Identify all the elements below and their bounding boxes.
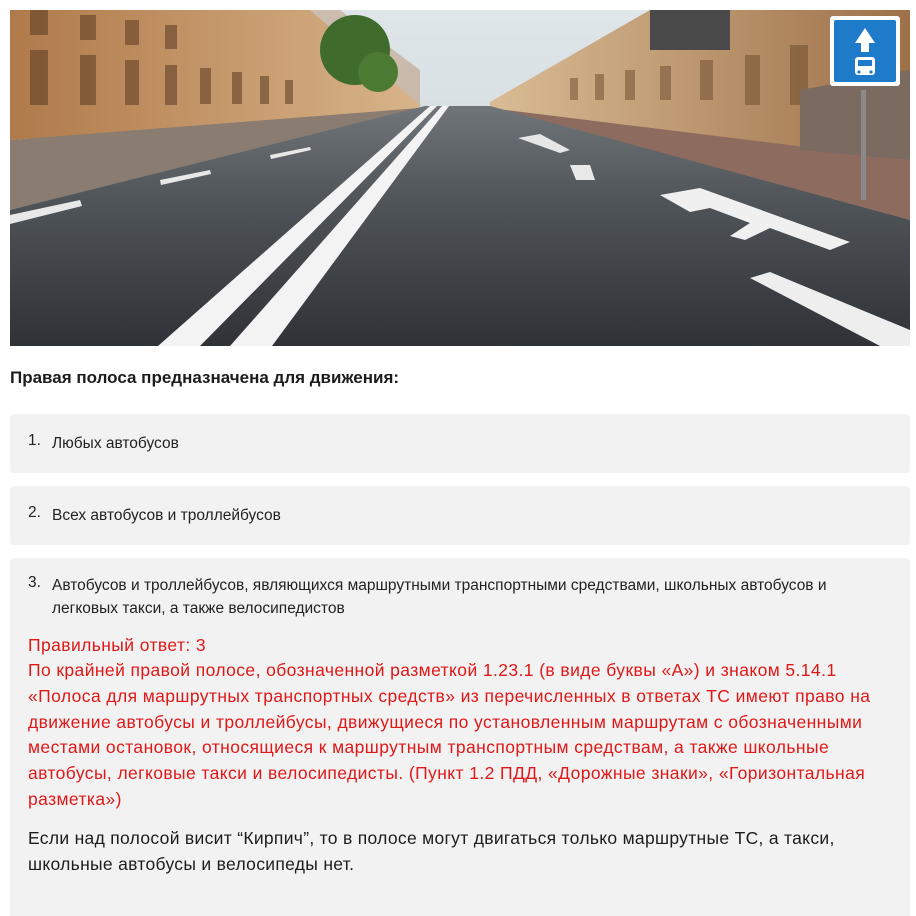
option-text: Автобусов и троллейбусов, являющихся маршрутными транспортными средствами, школьных автобусов и легковых такси, а также велосипедистов [52, 577, 827, 617]
question-title: Правая полоса предназначена для движения: [10, 368, 400, 387]
street-photo [10, 10, 910, 346]
answer-panel [10, 628, 910, 916]
street-photo-illustration [10, 10, 910, 346]
answer-explanation: По крайней правой полосе, обозначенной разметкой 1.23.1 (в виде буквы «А») и знаком 5.14.1 «Полоса для маршрутных транспортных средств» из перечисленных в ответах ТС имеют право на движение автобусы и троллейбусы, движущиеся по установленным маршрутам с обозначенными местами остановок, относящиеся к маршрутным транспортным средствам, а также школьные автобусы, легковые такси и велосипедисты. (Пункт 1.2 ПДД, «Дорожные знаки», «Горизонтальная разметка») [28, 660, 871, 809]
option-number: 1. [28, 432, 41, 449]
option-text: Всех автобусов и троллейбусов [52, 507, 281, 524]
option-2[interactable] [10, 486, 910, 545]
correct-answer-label: Правильный ответ: 3 [28, 635, 207, 655]
option-number: 2. [28, 504, 41, 521]
option-1[interactable] [10, 414, 910, 473]
answer-note: Если над полосой висит “Кирпич”, то в полосе могут двигаться только маршрутные ТС, а такси, школьные автобусы и велосипеды нет. [28, 827, 835, 874]
answer-options [10, 414, 910, 642]
bus-lane-sign-icon [830, 16, 900, 86]
option-text: Любых автобусов [52, 435, 179, 452]
option-number: 3. [28, 574, 41, 591]
